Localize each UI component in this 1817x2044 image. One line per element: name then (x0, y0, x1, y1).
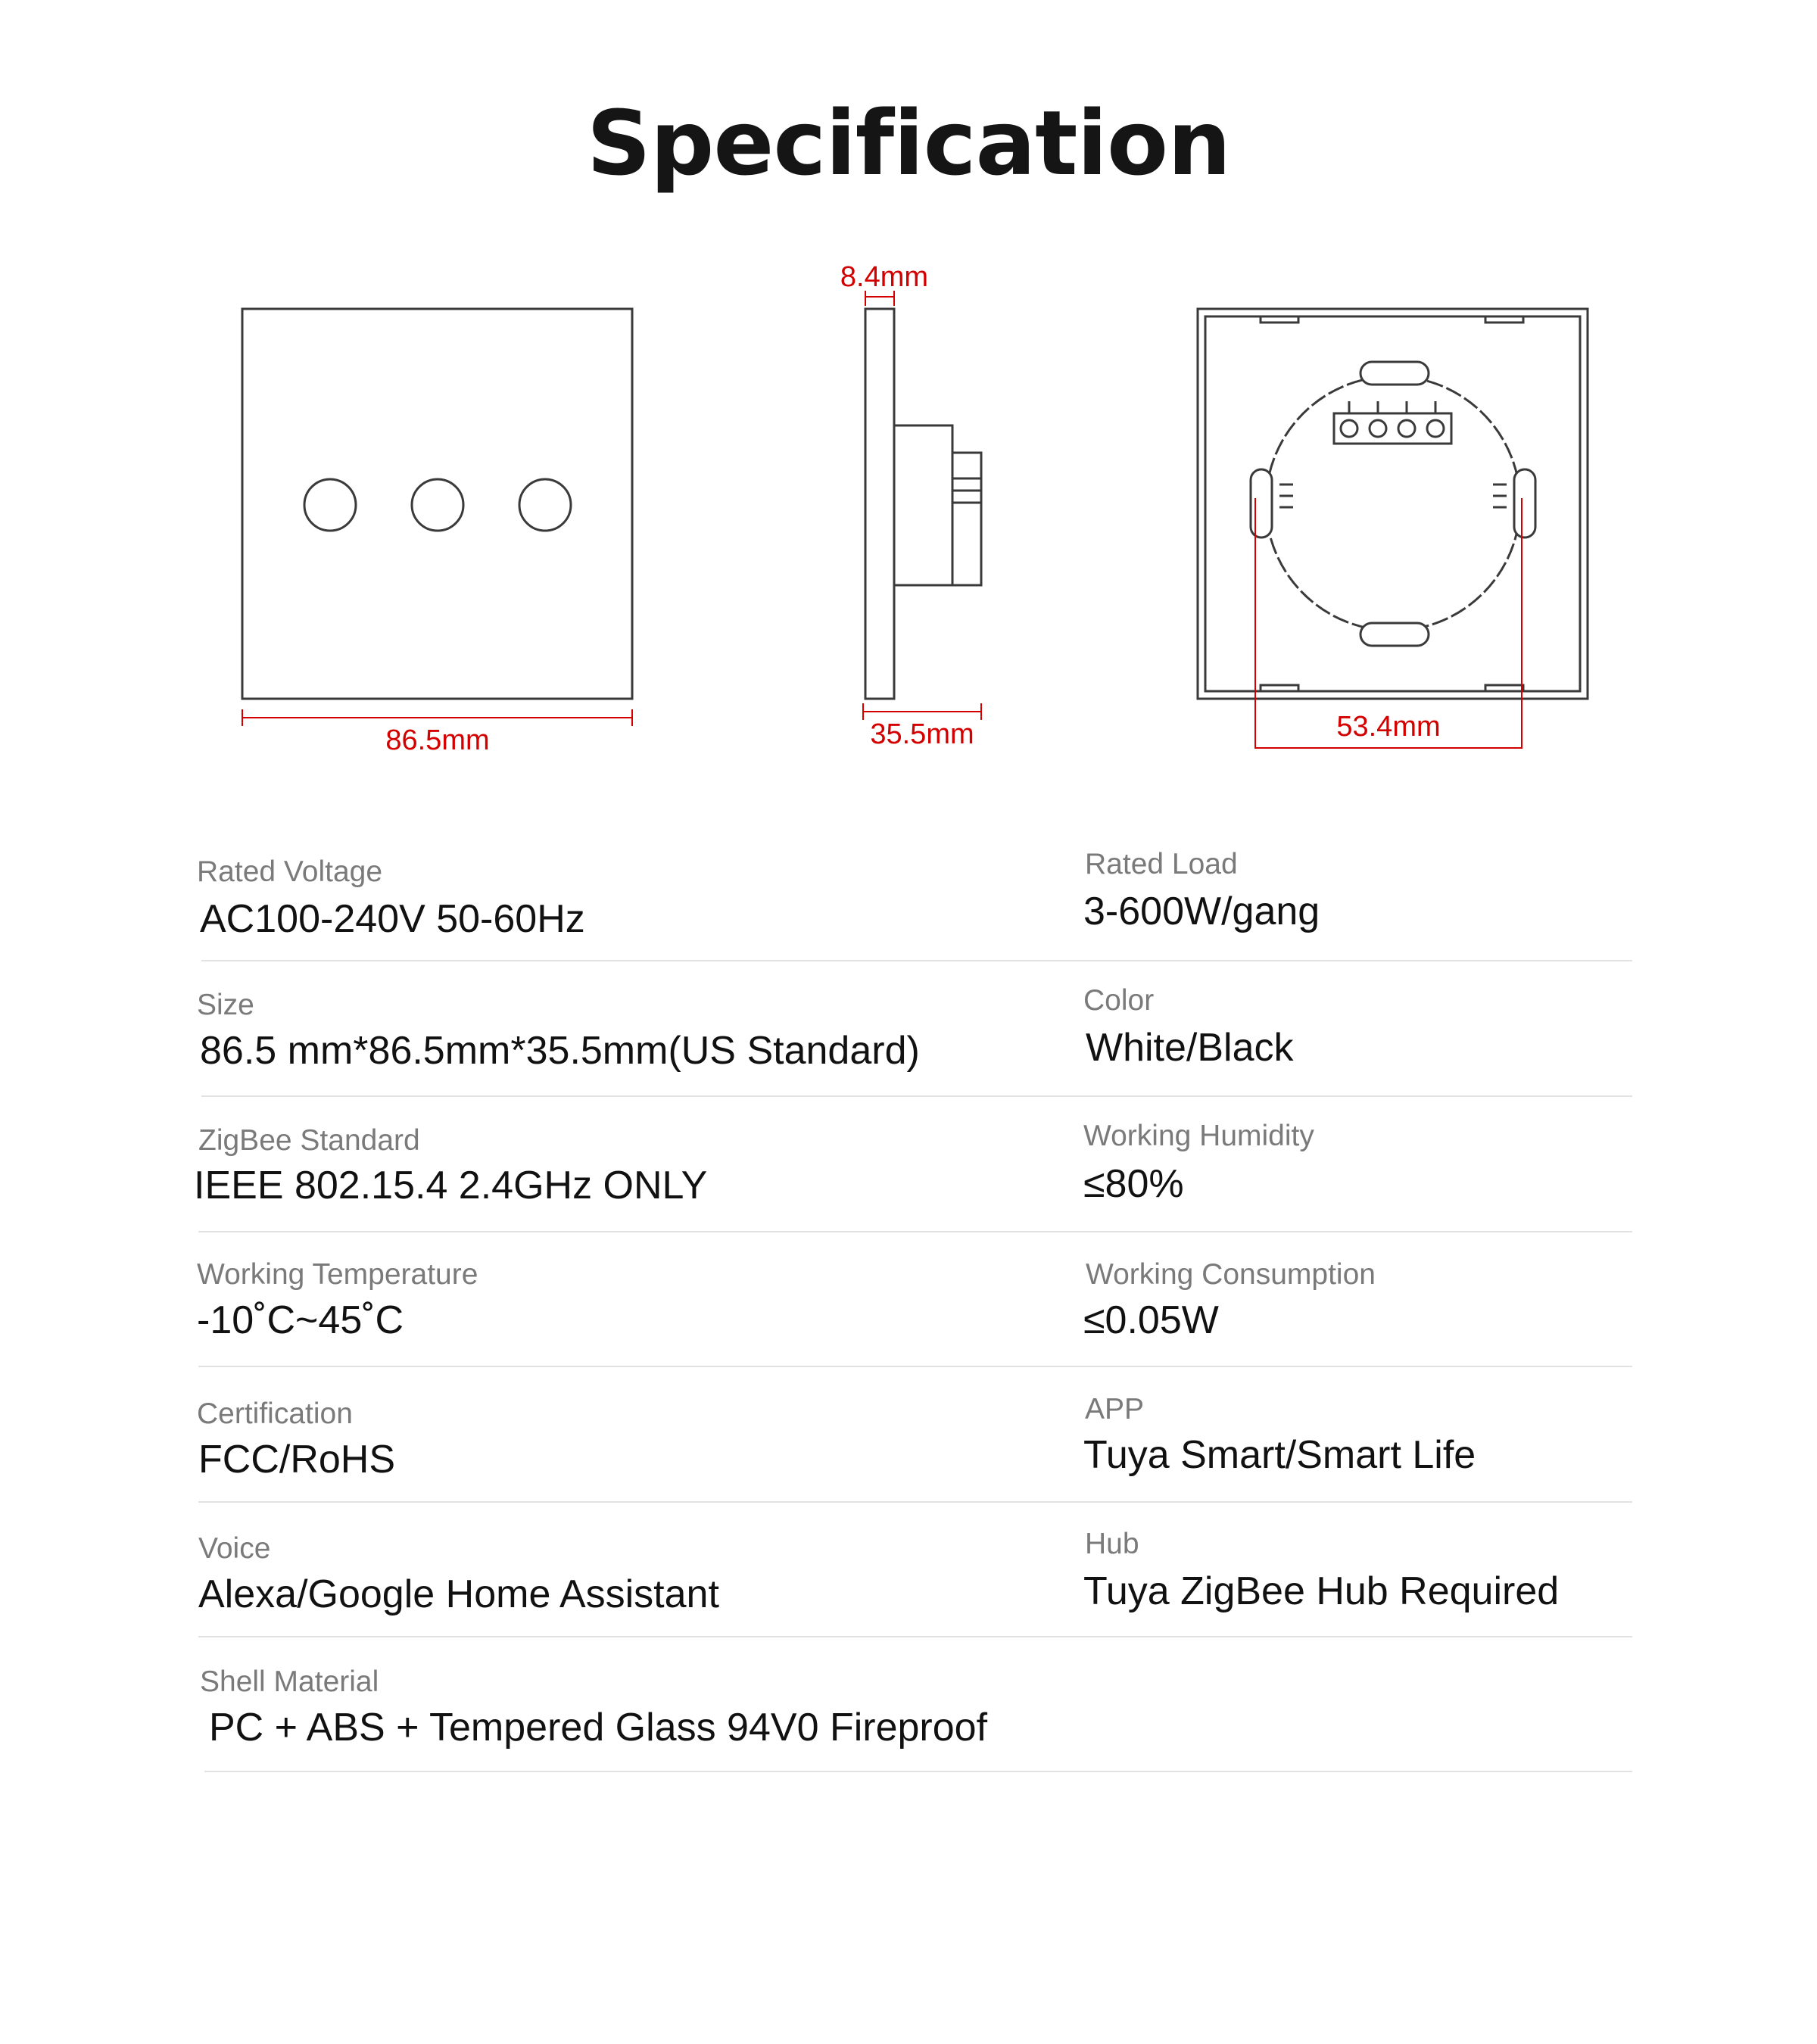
row-divider (201, 960, 1632, 961)
page-title: Specification (586, 91, 1231, 195)
row-divider (201, 1095, 1632, 1097)
spec-label: APP (1085, 1393, 1145, 1426)
spec-value: Tuya ZigBee Hub Required (1083, 1569, 1560, 1613)
clip-slot (1261, 316, 1298, 322)
spec-label: Working Consumption (1086, 1258, 1376, 1291)
glass-dimension (865, 291, 894, 306)
back-view (1198, 309, 1588, 699)
width-dimension (242, 709, 632, 726)
spec-value: AC100-240V 50-60Hz (200, 897, 585, 941)
row-divider (198, 1231, 1632, 1232)
screw-slot-right (1514, 469, 1535, 537)
spec-value: 86.5 mm*86.5mm*35.5mm(US Standard) (200, 1029, 920, 1073)
spec-value: 3-600W/gang (1083, 890, 1320, 933)
touch-button-1 (304, 479, 356, 531)
screw-slot-top (1360, 362, 1429, 385)
spec-label: Hub (1085, 1528, 1139, 1560)
spec-value: FCC/RoHS (198, 1438, 396, 1482)
screw-slot-bottom (1360, 623, 1429, 646)
side-view (865, 309, 981, 699)
spec-value: Alexa/Google Home Assistant (198, 1572, 719, 1616)
spec-value: White/Black (1086, 1026, 1294, 1070)
touch-button-3 (519, 479, 571, 531)
spec-value: -10˚C~45˚C (197, 1298, 404, 1342)
clip-slot (1485, 685, 1523, 691)
touch-button-2 (412, 479, 463, 531)
spec-label: Rated Load (1085, 848, 1238, 880)
row-divider (198, 1636, 1632, 1637)
depth-dimension-label: 35.5mm (870, 718, 974, 750)
clip-slot (1485, 316, 1523, 322)
terminal-block (1334, 413, 1451, 444)
spec-value: ≤0.05W (1083, 1298, 1219, 1342)
spec-value: PC + ABS + Tempered Glass 94V0 Fireproof (209, 1706, 988, 1750)
row-divider (204, 1771, 1632, 1772)
module-body-side (894, 425, 981, 585)
spec-label: Voice (198, 1532, 271, 1565)
spec-label: Working Humidity (1083, 1120, 1314, 1152)
glass-panel-side (865, 309, 894, 699)
spec-label: Size (197, 989, 254, 1021)
front-panel-outline (242, 309, 632, 699)
clip-slot (1261, 685, 1298, 691)
row-divider (198, 1366, 1632, 1367)
front-view (242, 309, 632, 699)
spec-value: Tuya Smart/Smart Life (1083, 1433, 1476, 1477)
spec-label: Rated Voltage (197, 855, 383, 888)
row-divider (198, 1501, 1632, 1503)
spec-value: ≤80% (1083, 1162, 1184, 1206)
width-dimension-label: 86.5mm (385, 724, 490, 756)
spec-label: ZigBee Standard (198, 1124, 420, 1157)
spec-label: Working Temperature (197, 1258, 478, 1291)
dimension-drawings (0, 0, 1817, 802)
spec-label: Certification (197, 1397, 353, 1430)
screw-slot-left (1251, 469, 1272, 537)
spec-value: IEEE 802.15.4 2.4GHz ONLY (194, 1164, 708, 1207)
depth-dimension (863, 703, 981, 720)
spec-label: Shell Material (200, 1665, 379, 1698)
glass-dimension-label: 8.4mm (840, 261, 929, 293)
mount-dimension-label: 53.4mm (1336, 711, 1441, 743)
spec-label: Color (1083, 984, 1155, 1017)
